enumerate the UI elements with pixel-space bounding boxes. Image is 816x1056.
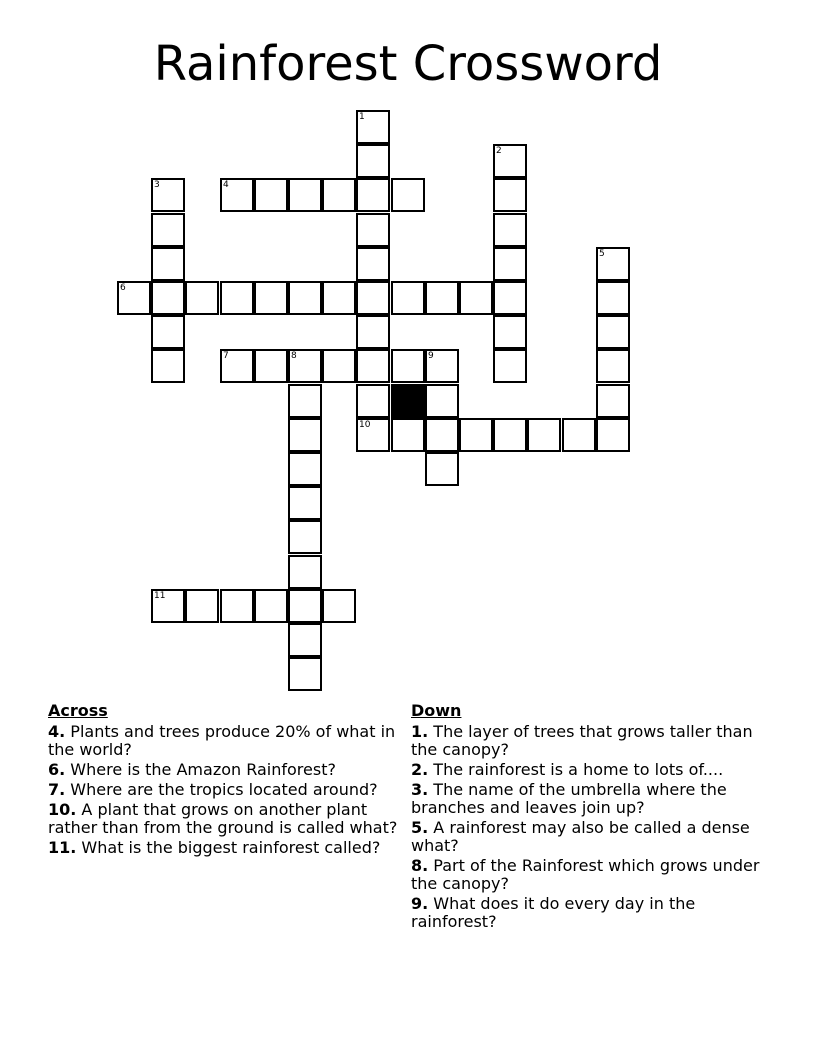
clue-text: What does it do every day in the rainforest? [411,894,696,931]
crossword-cell[interactable] [254,349,288,383]
crossword-cell[interactable] [596,349,630,383]
crossword-cell[interactable] [356,384,390,418]
crossword-cell[interactable] [493,281,527,315]
clue-number: 3. [411,780,429,799]
crossword-cell[interactable] [288,384,322,418]
clue-number: 11. [48,838,77,857]
clue-number: 1. [411,722,429,741]
crossword-cell[interactable] [322,589,356,623]
crossword-cell[interactable] [425,452,459,486]
crossword-cell[interactable] [288,657,322,691]
crossword-cell[interactable] [220,349,254,383]
crossword-cell[interactable] [151,213,185,247]
crossword-cell[interactable] [356,247,390,281]
crossword-cell[interactable] [356,110,390,144]
cell-number: 4 [223,180,229,190]
crossword-cell[interactable] [493,349,527,383]
crossword-cell[interactable] [391,178,425,212]
crossword-cell[interactable] [288,281,322,315]
crossword-cell[interactable] [459,281,493,315]
across-clues [48,702,398,859]
clue-number: 8. [411,856,429,875]
crossword-cell[interactable] [220,178,254,212]
crossword-cell[interactable] [596,418,630,452]
crossword-cell[interactable] [151,178,185,212]
crossword-cell[interactable] [596,281,630,315]
crossword-cell[interactable] [322,349,356,383]
crossword-cell[interactable] [322,178,356,212]
crossword-cell[interactable] [254,589,288,623]
crossword-cell[interactable] [459,418,493,452]
crossword-cell[interactable] [220,281,254,315]
crossword-cell[interactable] [596,315,630,349]
across-clue [48,801,398,837]
crossword-cell[interactable] [425,349,459,383]
crossword-cell[interactable] [288,178,322,212]
crossword-cell[interactable] [288,349,322,383]
crossword-cell[interactable] [493,247,527,281]
crossword-cell[interactable] [151,349,185,383]
crossword-cell[interactable] [288,452,322,486]
clue-number: 9. [411,894,429,913]
page-title: Rainforest Crossword [153,36,663,92]
crossword-cell[interactable] [356,315,390,349]
crossword-cell[interactable] [288,623,322,657]
cell-number: 11 [154,591,166,601]
clue-text: The layer of trees that grows taller than the canopy? [411,722,753,759]
clue-text: A rainforest may also be called a dense what? [411,818,750,855]
crossword-cell[interactable] [288,418,322,452]
cell-number: 7 [223,351,229,361]
crossword-cell[interactable] [493,315,527,349]
cell-number: 9 [428,351,434,361]
down-clue [411,781,761,817]
crossword-cell[interactable] [356,213,390,247]
crossword-cell[interactable] [254,281,288,315]
cell-number: 8 [291,351,297,361]
cell-number: 5 [599,249,605,259]
cell-number: 3 [154,180,160,190]
crossword-cell[interactable] [391,281,425,315]
cell-number: 2 [496,146,502,156]
crossword-cell[interactable] [425,281,459,315]
clue-number: 7. [48,780,66,799]
crossword-block-cell [391,384,425,418]
clue-text: Part of the Rainforest which grows under the canopy? [411,856,760,893]
crossword-cell[interactable] [391,418,425,452]
down-clue [411,761,761,779]
crossword-cell[interactable] [356,144,390,178]
cell-number: 6 [120,283,126,293]
crossword-cell[interactable] [493,213,527,247]
crossword-cell[interactable] [185,281,219,315]
crossword-cell[interactable] [356,349,390,383]
clue-text: Where are the tropics located around? [65,780,378,799]
crossword-cell[interactable] [596,247,630,281]
down-clue [411,857,761,893]
crossword-cell[interactable] [288,486,322,520]
crossword-cell[interactable] [596,384,630,418]
clue-text: The name of the umbrella where the branches and leaves join up? [411,780,727,817]
crossword-cell[interactable] [151,281,185,315]
crossword-cell[interactable] [425,384,459,418]
crossword-cell[interactable] [220,589,254,623]
clue-number: 10. [48,800,77,819]
clue-text: What is the biggest rainforest called? [76,838,381,857]
crossword-cell[interactable] [254,178,288,212]
crossword-cell[interactable] [493,178,527,212]
crossword-cell[interactable] [288,555,322,589]
down-heading: Down [411,701,462,720]
crossword-cell[interactable] [493,418,527,452]
across-heading: Across [48,701,108,720]
clue-number: 5. [411,818,429,837]
across-clue [48,761,398,779]
crossword-cell[interactable] [562,418,596,452]
crossword-cell[interactable] [391,349,425,383]
down-clues [411,702,761,933]
crossword-cell[interactable] [527,418,561,452]
across-clue [48,781,398,799]
cell-number: 1 [359,112,365,122]
crossword-cell[interactable] [117,281,151,315]
crossword-cell[interactable] [151,247,185,281]
crossword-cell[interactable] [151,589,185,623]
clue-text: Where is the Amazon Rainforest? [65,760,336,779]
crossword-cell[interactable] [356,418,390,452]
crossword-cell[interactable] [356,281,390,315]
clue-number: 2. [411,760,429,779]
clue-text: The rainforest is a home to lots of.... [428,760,724,779]
crossword-cell[interactable] [151,315,185,349]
crossword-cell[interactable] [425,418,459,452]
down-clue [411,819,761,855]
crossword-cell[interactable] [493,144,527,178]
across-clue [48,839,398,857]
crossword-cell[interactable] [322,281,356,315]
crossword-cell[interactable] [288,589,322,623]
down-clue [411,723,761,759]
clue-number: 6. [48,760,66,779]
crossword-cell[interactable] [185,589,219,623]
crossword-cell[interactable] [288,520,322,554]
crossword-cell[interactable] [356,178,390,212]
across-clue [48,723,398,759]
clue-text: A plant that grows on another plant rather than from the ground is called what? [48,800,398,837]
down-clue [411,895,761,931]
cell-number: 10 [359,420,371,430]
clue-text: Plants and trees produce 20% of what in the world? [48,722,396,759]
clue-number: 4. [48,722,66,741]
